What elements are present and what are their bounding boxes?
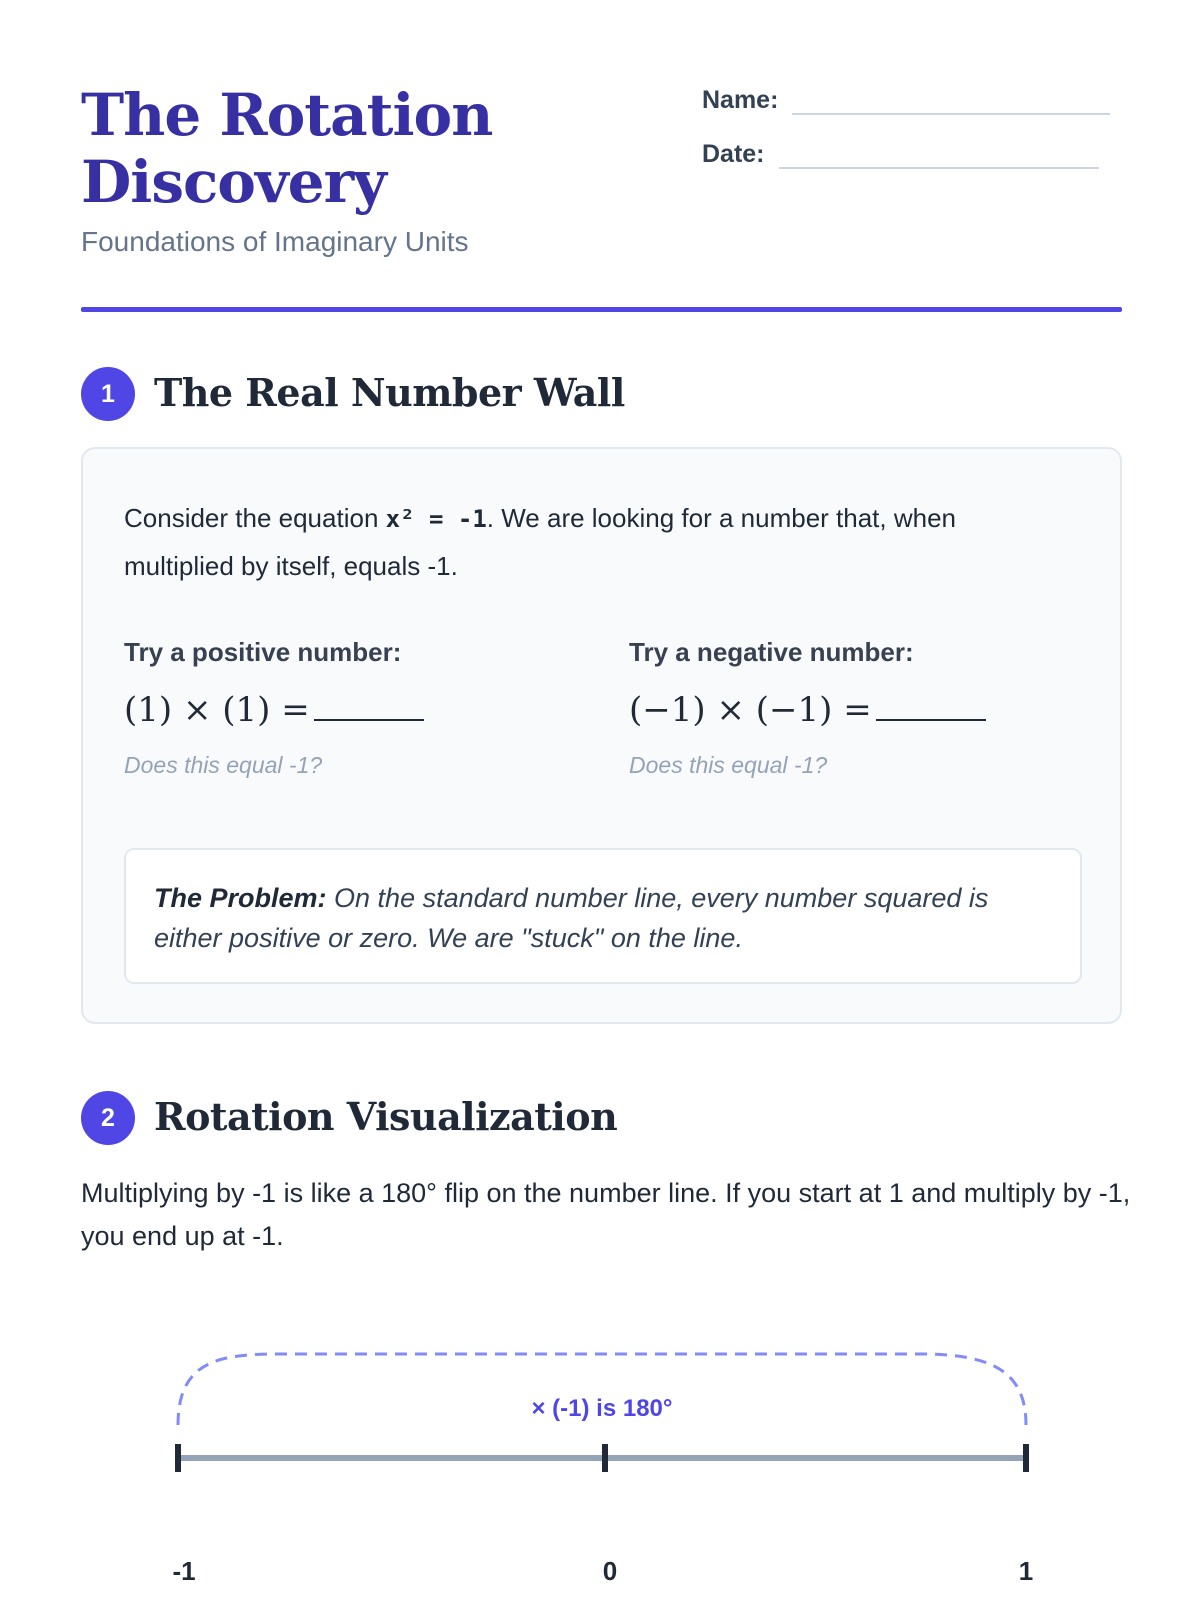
positive-trial: [124, 637, 544, 779]
page-title: The Rotation Discovery: [81, 81, 493, 216]
trial-expression: [124, 690, 544, 730]
section-title: Rotation Visualization: [154, 1094, 618, 1139]
trial-hint: Does this equal -1?: [124, 752, 323, 778]
date-label: Date:: [702, 140, 765, 168]
trial-label: Try a positive number:: [124, 637, 402, 667]
tick-label: -1: [172, 1556, 196, 1586]
problem-text: On the standard number line, every number squared is either positive or zero. We are "stuck" on the line.: [154, 883, 989, 953]
expression-text: (−1) × (−1) =: [629, 690, 872, 730]
tick-label: 1: [1018, 1556, 1034, 1586]
trial-expression: [629, 690, 1049, 730]
arc-label: × (-1) is 180°: [531, 1395, 673, 1422]
intro-text-after: . We are looking for a number that, when multiplied by itself, equals -1.: [124, 503, 956, 581]
date-input-line[interactable]: [779, 145, 1099, 169]
page-subtitle: Foundations of Imaginary Units: [81, 226, 469, 257]
expression-text: (1) × (1) =: [124, 690, 310, 730]
problem-callout: [124, 848, 1082, 984]
answer-blank[interactable]: [876, 691, 986, 721]
name-field[interactable]: [702, 86, 1110, 115]
section-title: The Real Number Wall: [154, 370, 625, 415]
section-number-badge: 2: [81, 1091, 135, 1145]
section-number-badge: 1: [81, 367, 135, 421]
intro-text-before: Consider the equation: [124, 503, 386, 533]
trial-label: Try a negative number:: [629, 637, 914, 667]
answer-blank[interactable]: [314, 691, 424, 721]
negative-trial: [629, 637, 1049, 779]
real-number-wall-card: [81, 447, 1122, 1024]
rotation-paragraph: Multiplying by -1 is like a 180° flip on the number line. If you start at 1 and multiply by -1, you end up at -1.: [81, 1178, 1131, 1251]
tick-label: 0: [602, 1556, 618, 1586]
intro-text: [124, 495, 1064, 590]
name-label: Name:: [702, 86, 779, 114]
equation-code: x² = -1: [385, 505, 487, 533]
name-input-line[interactable]: [792, 91, 1110, 115]
trial-hint: Does this equal -1?: [629, 752, 828, 778]
header-divider: [81, 307, 1122, 312]
rotation-diagram: [0, 1300, 1200, 1600]
date-field[interactable]: [702, 140, 1099, 169]
problem-label: The Problem:: [154, 883, 327, 913]
